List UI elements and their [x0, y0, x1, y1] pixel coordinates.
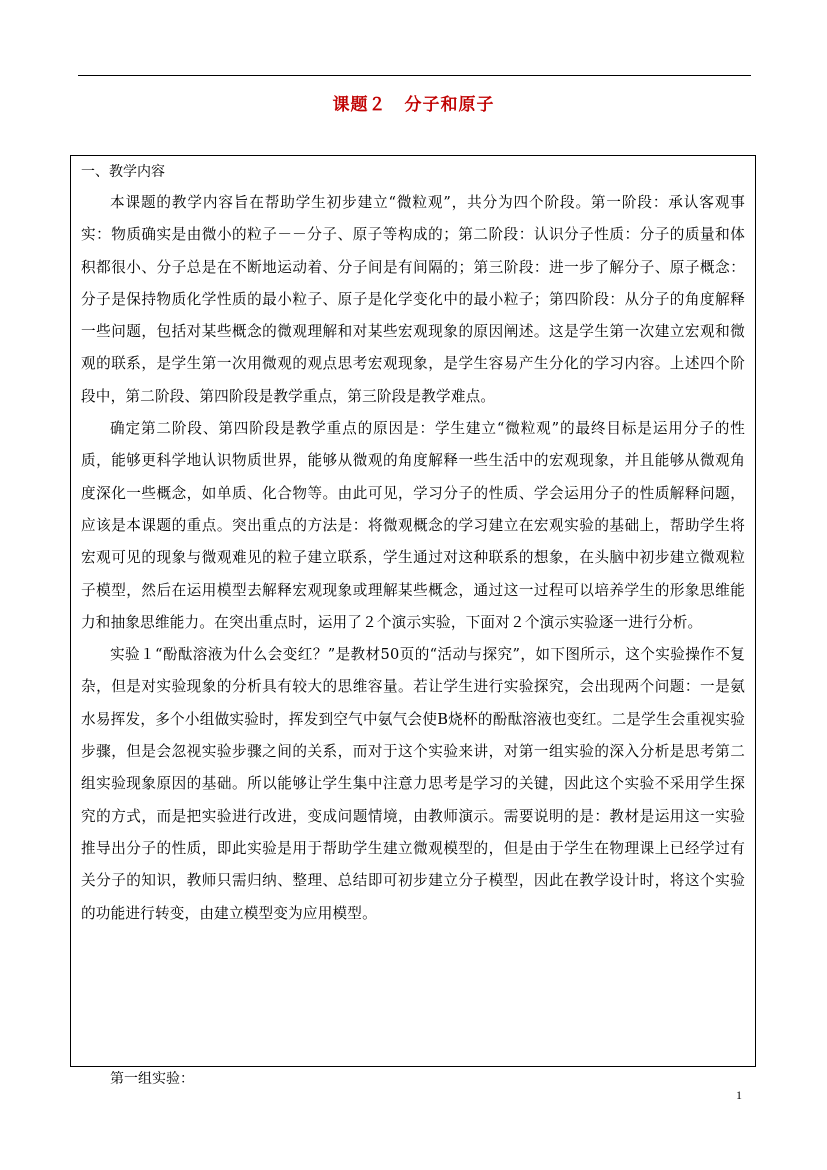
section-heading: 一、教学内容: [81, 164, 165, 180]
document-title: 课题２ 分子和原子: [332, 95, 495, 115]
experiment-subheading: 第一组实验：: [110, 1070, 194, 1087]
page-number: 1: [736, 1088, 742, 1102]
paragraph-2: 确定第二阶段、第四阶段是教学重点的原因是：学生建立“微粒观”的最终目标是运用分子的性质，能够更科学地认识物质世界，能够从微观的角度解释一些生活中的宏观现象，并且能够从微观角度深化一些概念，如单质、化合物等。由此可见，学习分子的性质、学会运用分子的性质解释问题，应该是本课题的重点。突出重点的方法是：将微观概念的学习建立在宏观实验的基础上，帮助学生将宏观可见的现象与微观难见的粒子建立联系，学生通过对这种联系的想象，在头脑中初步建立微观粒子模型，然后在运用模型去解释宏观现象或理解某些概念，通过这一过程可以培养学生的形象思维能力和抽象思维能力。在突出重点时，运用了２个演示实验，下面对２个演示实验逐一进行分析。: [81, 420, 745, 631]
header-rule: [78, 75, 751, 76]
blank-space: [81, 930, 745, 1069]
paragraph-3: 实验１“酚酞溶液为什么会变红？”是教材50页的“活动与探究”，如下图所示，这个实验操作不复杂，但是对实验现象的分析具有较大的思维容量。若让学生进行实验探究，会出现两个问题：一是氨水易挥发，多个小组做实验时，挥发到空气中氨气会使B烧杯的酚酞溶液也变红。二是学生会重视实验步骤，但是会忽视实验步骤之间的关系，而对于这个实验来讲，对第一组实验的深入分析是思考第二组实验现象原因的基础。所以能够让学生集中注意力思考是学习的关键，因此这个实验不采用学生探究的方式，而是把实验进行改进，变成问题情境，由教师演示。需要说明的是：教材是运用这一实验推导出分子的性质，即此实验是用于帮助学生建立微观模型的，但是由于学生在物理课上已经学过有关分子的知识，教师只需归纳、整理、总结即可初步建立分子模型，因此在教学设计时，将这个实验的功能进行转变，由建立模型变为应用模型。: [81, 646, 745, 922]
content-box: [70, 155, 756, 1087]
paragraph-1: 本课题的教学内容旨在帮助学生初步建立“微粒观”，共分为四个阶段。第一阶段：承认客观事实：物质确实是由微小的粒子－－分子、原子等构成的；第二阶段：认识分子性质：分子的质量和体积都很小、分子总是在不断地运动着、分子间是有间隔的；第三阶段：进一步了解分子、原子概念：分子是保持物质化学性质的最小粒子、原子是化学变化中的最小粒子；第四阶段：从分子的角度解释一些问题，包括对某些概念的微观理解和对某些宏观现象的原因阐述。这是学生第一次建立宏观和微观的联系，是学生第一次用微观的观点思考宏观现象，是学生容易产生分化的学习内容。上述四个阶段中，第二阶段、第四阶段是教学重点，第三阶段是教学难点。: [81, 194, 745, 405]
